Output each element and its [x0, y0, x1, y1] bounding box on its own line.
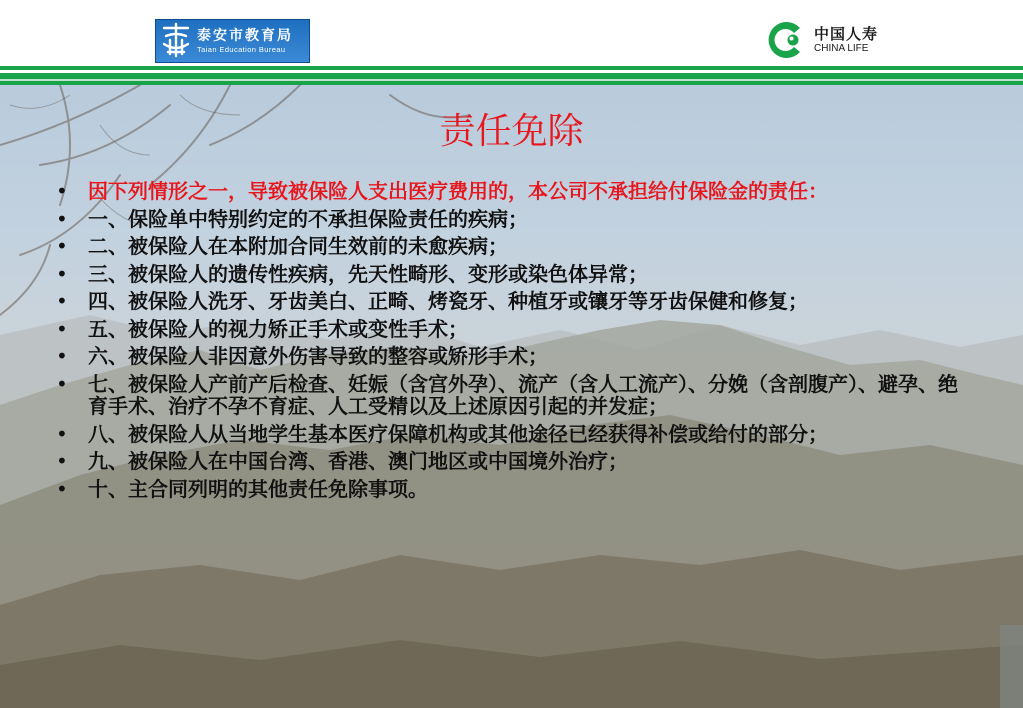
education-bureau-name-en: Taian Education Bureau: [197, 45, 286, 54]
bullet-icon: •: [56, 261, 68, 286]
list-item: • 一、保险单中特别约定的不承担保险责任的疾病；: [56, 206, 528, 231]
list-item: • 八、被保险人从当地学生基本医疗保障机构或其他途径已经获得补偿或给付的部分；: [56, 421, 828, 446]
bullet-icon: •: [56, 449, 68, 473]
china-life-name-en: CHINA LIFE: [814, 43, 869, 54]
china-life-logo-icon: [762, 18, 808, 62]
list-item: • 因下列情形之一，导致被保险人支出医疗费用的，本公司不承担给付保险金的责任：: [56, 179, 828, 203]
bullet-icon: •: [56, 421, 68, 446]
education-bureau-emblem-icon: [159, 21, 193, 61]
list-item: • 十、主合同列明的其他责任免除事项。: [56, 476, 428, 501]
exclusion-list: [56, 180, 966, 505]
list-item: • 九、被保险人在中国台湾、香港、澳门地区或中国境外治疗；: [56, 449, 628, 473]
slide-title: 责任免除: [439, 111, 584, 152]
bullet-icon: •: [56, 371, 68, 396]
list-item: • 六、被保险人非因意外伤害导致的整容或矫形手术；: [56, 344, 548, 368]
bullet-icon: •: [56, 316, 68, 341]
bullet-icon: •: [56, 476, 68, 501]
bullet-icon: •: [56, 234, 68, 258]
china-life-name: 中国人寿: [814, 25, 879, 43]
bullet-icon: •: [56, 179, 68, 203]
bullet-icon: •: [56, 344, 68, 368]
list-item: • 二、被保险人在本附加合同生效前的未愈疾病；: [56, 234, 508, 258]
education-bureau-logo: [155, 19, 310, 63]
list-item: • 四、被保险人洗牙、牙齿美白、正畸、烤瓷牙、种植牙或镶牙等牙齿保健和修复；: [56, 289, 808, 313]
slide-header: [0, 0, 1023, 70]
list-item: • 五、被保险人的视力矫正手术或变性手术；: [56, 316, 468, 341]
bullet-icon: •: [56, 289, 68, 313]
bullet-icon: •: [56, 206, 68, 231]
education-bureau-name: 泰安市教育局: [197, 28, 293, 44]
china-life-logo: [762, 18, 932, 62]
list-item: • 七、被保险人产前产后检查、妊娠（含宫外孕）、流产（含人工流产）、分娩（含剖腹产）、避孕、绝育手术、治疗不孕不育症、人工受精以及上述原因引起的并发症；: [56, 371, 958, 418]
list-item: • 三、被保险人的遗传性疾病，先天性畸形、变形或染色体异常；: [56, 261, 648, 286]
